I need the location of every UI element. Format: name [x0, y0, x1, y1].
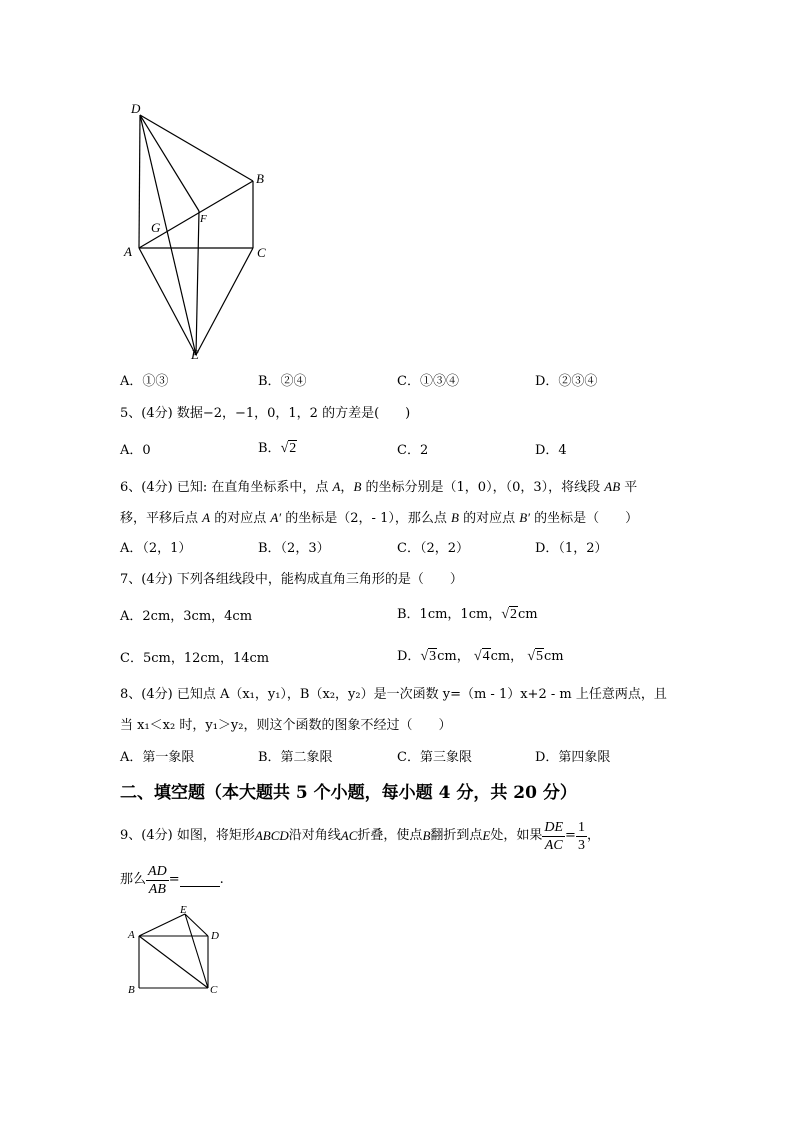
q6-option-a: A．（2，1）	[120, 541, 192, 556]
segment-AE	[139, 248, 196, 355]
q6-stem-line1: 6、(4分) 已知: 在直角坐标系中，点 A，B 的坐标分别是（1，0），（0，3），将线段 AB 平	[120, 479, 638, 495]
q8-option-d: D．第四象限	[535, 750, 611, 765]
q6-stem-line2: 移，平移后点 A 的对应点 A′ 的坐标是（2，- 1），那么点 B 的对应点 B′ 的坐标是（ ）	[120, 510, 639, 526]
segment-DE	[140, 115, 196, 355]
q4-option-d: D．②③④	[535, 374, 598, 389]
q6-option-d: D．（1，2）	[535, 541, 608, 556]
label2-E: E	[180, 904, 187, 916]
fraction-ad-over-ab: $\frac{AD}{AB}$	[148, 863, 167, 897]
segment-AE	[139, 914, 185, 936]
q4-option-c: C．①③④	[397, 374, 459, 389]
q7-stem: 7、(4分) 下列各组线段中，能构成直角三角形的是（ ）	[120, 572, 463, 587]
q6-option-c: C．（2，2）	[397, 541, 469, 556]
q7-option-b: B．1cm，1cm，√2cm	[397, 607, 538, 622]
q7-option-d: D．√3cm， √4cm， √5cm	[397, 649, 564, 664]
q5-option-b: B．√2	[258, 441, 297, 456]
q7-option-c: C．5cm，12cm，14cm	[120, 651, 270, 666]
q8-option-c: C．第三象限	[397, 750, 472, 765]
q8-stem-line1: 8、(4分) 已知点 A（x₁，y₁），B（x₂，y₂）是一次函数 y=（m - 1）x+2 - m 上任意两点，且	[120, 687, 667, 702]
section-title-fill-in: 二、填空题（本大题共 5 个小题，每小题 4 分，共 20 分）	[120, 783, 577, 803]
segment-DB	[140, 115, 253, 181]
label2-D: D	[211, 930, 219, 942]
segment-AB	[139, 181, 253, 248]
q4-option-a: A．①③	[120, 374, 169, 389]
label-A: A	[124, 244, 132, 259]
label-B: B	[256, 171, 264, 186]
fraction-de-over-ac: $\frac{DE}{AC}$	[544, 819, 564, 853]
segment-CE	[196, 248, 253, 355]
label-C: C	[257, 245, 266, 260]
segment-DF	[140, 115, 199, 211]
fraction-one-third: $\frac{1}{3}$	[577, 819, 585, 853]
label-G: G	[151, 220, 161, 235]
q8-option-a: A．第一象限	[120, 750, 195, 765]
q8-option-b: B．第二象限	[258, 750, 333, 765]
segment-AC	[139, 936, 208, 988]
geometry-figure-1	[110, 95, 290, 370]
segment-FE	[196, 211, 199, 355]
q5-option-a: A．0	[120, 443, 151, 458]
q8-stem-line2: 当 x₁＜x₂ 时，y₁＞y₂，则这个函数的图象不经过（ ）	[120, 718, 452, 733]
q5-stem: 5、(4分) 数据−2，−1，0，1，2 的方差是( )	[120, 406, 411, 421]
q6-option-b: B．（2，3）	[258, 541, 330, 556]
label2-A: A	[128, 929, 135, 941]
q9-stem-line1: 9、(4分) 如图，将矩形 ABCD 沿对角线 AC 折叠，使点 B 翻折到点 E 处，如果 $\frac{DE}{AC}$ = $\frac{1}{3}$ ，	[120, 819, 600, 853]
q9-stem-line2: 那么 $\frac{AD}{AB}$ = .	[120, 863, 224, 897]
label-E: E	[191, 347, 199, 362]
q4-option-b: B．②④	[258, 374, 307, 389]
q7-option-a: A．2cm，3cm，4cm	[120, 609, 253, 624]
q5-option-c: C．2	[397, 443, 429, 458]
answer-blank[interactable]	[180, 874, 220, 887]
label2-B: B	[128, 984, 135, 996]
q5-option-d: D．4	[535, 443, 567, 458]
label-D: D	[131, 101, 141, 116]
segment-DA	[139, 115, 140, 248]
label2-C: C	[210, 984, 218, 996]
label-F: F	[200, 213, 207, 225]
